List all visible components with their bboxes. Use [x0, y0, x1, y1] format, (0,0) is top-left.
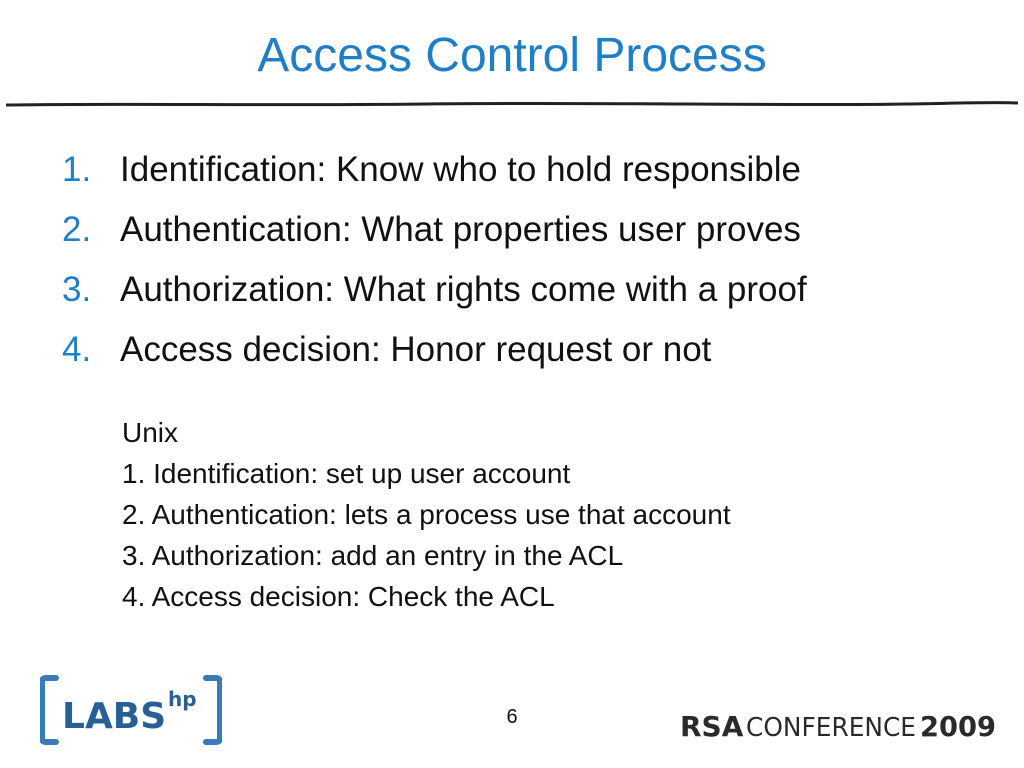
hp-labs-logo — [40, 672, 222, 748]
logo-labs-text: LABS — [62, 696, 167, 737]
list-text: Access decision: Honor request or not — [120, 330, 712, 369]
logo-rsa-text: RSA — [680, 710, 744, 740]
list-item — [62, 140, 807, 200]
unix-line: 3. Authorization: add an entry in the ACL — [122, 540, 624, 571]
logo-conference-text: CONFERENCE — [746, 713, 916, 740]
list-item — [62, 200, 807, 260]
list-number: 1. — [62, 150, 92, 189]
unix-heading: Unix — [122, 417, 179, 448]
logo-hp-text: hp — [168, 687, 197, 711]
logo-year-text: 2009 — [920, 710, 996, 740]
title-divider — [6, 100, 1018, 110]
unix-line: 4. Access decision: Check the ACL — [122, 581, 555, 612]
rsa-conference-logo — [680, 706, 1000, 740]
unix-example — [122, 412, 731, 617]
list-text: Identification: Know who to hold responsible — [120, 150, 801, 189]
list-text: Authorization: What rights come with a proof — [120, 270, 807, 309]
list-number: 2. — [62, 210, 92, 249]
page-number: 6 — [506, 706, 518, 728]
list-item — [62, 320, 807, 380]
list-item — [62, 260, 807, 320]
unix-line: 1. Identification: set up user account — [122, 458, 571, 489]
slide-title: Access Control Process — [257, 29, 767, 82]
main-list — [62, 140, 807, 380]
list-text: Authentication: What properties user proves — [120, 210, 801, 249]
unix-line: 2. Authentication: lets a process use that account — [122, 499, 731, 530]
list-number: 4. — [62, 330, 92, 369]
list-number: 3. — [62, 270, 92, 309]
